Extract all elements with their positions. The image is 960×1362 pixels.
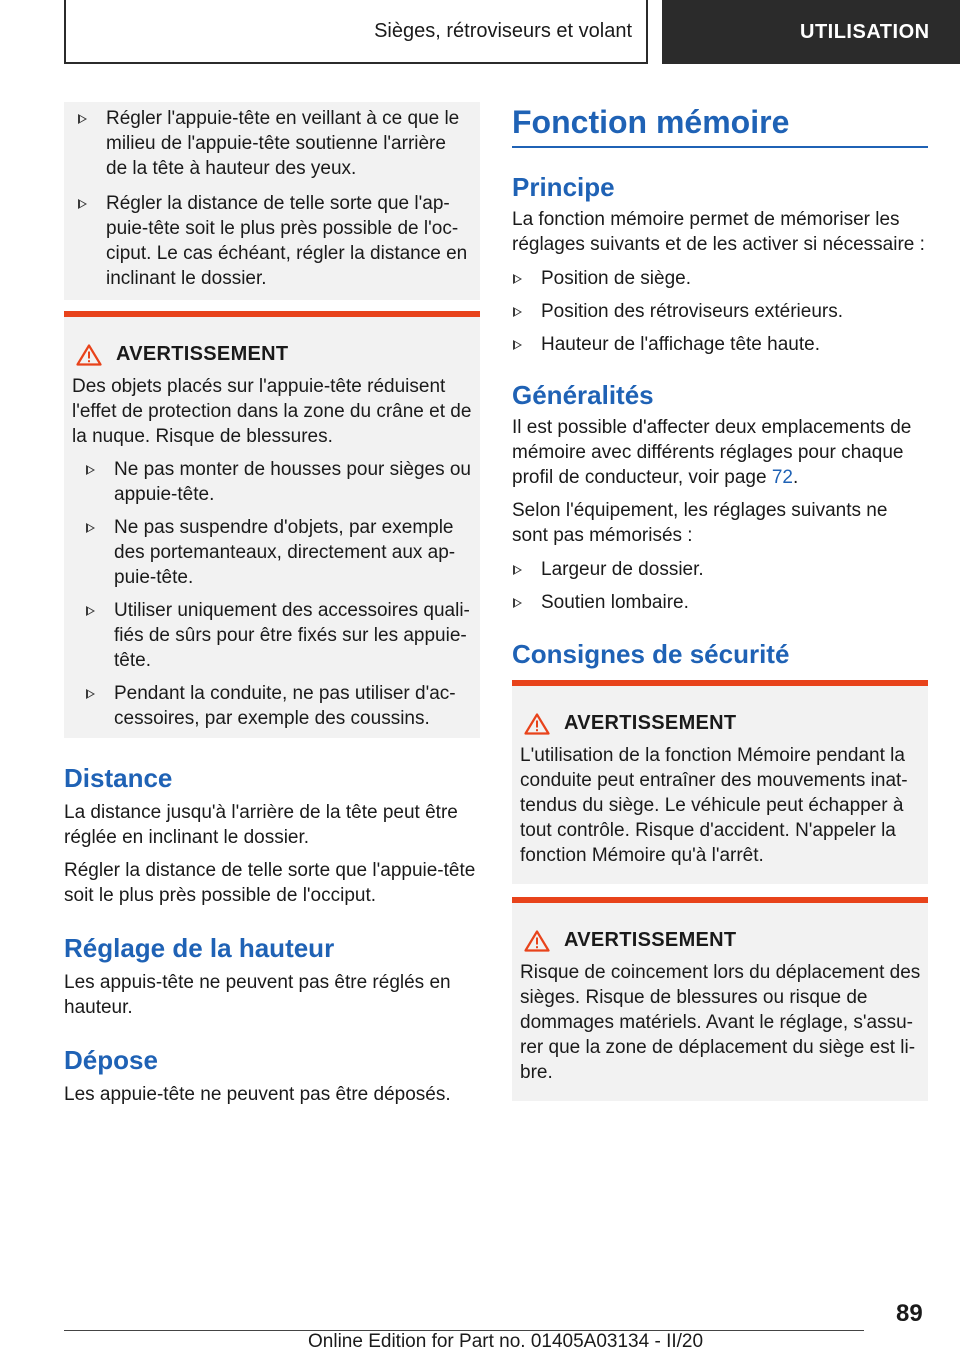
triangle-bullet-icon — [86, 689, 95, 699]
depose-section — [64, 1044, 480, 1107]
warning-title: AVERTISSEMENT — [520, 712, 922, 735]
warning-box — [64, 311, 480, 738]
page-link[interactable]: 72 — [771, 467, 793, 488]
section-heading: Consignes de sécurité — [512, 639, 790, 669]
triangle-bullet-icon — [513, 274, 522, 284]
triangle-bullet-icon — [86, 606, 95, 616]
warning-triangle-icon — [524, 713, 550, 735]
paragraph: La fonction mémoire permet de mémoriser les réglages suivants et de les activer si nécessaire : — [512, 209, 925, 255]
warning-title: AVERTISSEMENT — [520, 929, 922, 952]
warning-triangle-icon — [524, 930, 550, 952]
paragraph: Les appuie-tête ne peuvent pas être déposés. — [64, 1084, 451, 1105]
header-chapter-tab — [662, 0, 960, 64]
title-rule — [512, 146, 928, 148]
list-item: Largeur de dossier. — [512, 557, 928, 582]
section-heading: Principe — [512, 172, 615, 202]
triangle-bullet-icon — [78, 114, 87, 124]
principe-section — [512, 171, 928, 365]
list-item: Position des rétroviseurs extérieurs. — [512, 299, 928, 324]
generalites-list — [512, 557, 928, 615]
footer-edition: Online Edition for Part no. 01405A03134 - II/20 — [308, 1331, 704, 1352]
list-item: Position de siège. — [512, 266, 928, 291]
triangle-bullet-icon — [513, 565, 522, 575]
page-title: Fonction mémoire — [512, 104, 790, 140]
consignes-section — [512, 638, 928, 670]
warning-box — [512, 897, 928, 1101]
warning-text: Risque de coincement lors du déplacement des sièges. Risque de blessures ou risque de dommages matériels. Avant le réglage, s'assu-rer que la zone de déplacement du siège est li-bre. — [520, 962, 921, 1083]
section-heading: Généralités — [512, 380, 654, 410]
title-block — [512, 102, 928, 148]
principe-list — [512, 266, 928, 357]
hauteur-section — [64, 932, 480, 1020]
section-title: Sièges, rétroviseurs et volant — [374, 19, 632, 42]
list-item: Pendant la conduite, ne pas utiliser d'ac-cessoires, par exemple des coussins. — [72, 681, 474, 731]
page-number: 89 — [896, 1300, 923, 1327]
distance-section — [64, 762, 480, 908]
paragraph: Selon l'équipement, les réglages suivants ne sont pas mémorisés : — [512, 500, 888, 546]
triangle-bullet-icon — [86, 465, 95, 475]
list-item: Régler la distance de telle sorte que l'ap-puie-tête soit le plus près possible de l'oc-ciput. Le cas échéant, régler la distance en inclinant le dossier. — [64, 191, 470, 291]
paragraph: Il est possible d'affecter deux emplacements de mémoire avec différents réglages pour chaque profil de conducteur, voir page 72. — [512, 417, 912, 488]
chapter-title: UTILISATION — [800, 20, 930, 43]
warning-list — [72, 457, 474, 731]
generalites-section — [512, 379, 928, 623]
section-heading: Dépose — [64, 1045, 158, 1075]
warning-triangle-icon — [76, 344, 102, 366]
list-item: Ne pas monter de housses pour sièges ou appuie-tête. — [72, 457, 474, 507]
triangle-bullet-icon — [513, 340, 522, 350]
list-item: Utiliser uniquement des accessoires quali-fiés de sûrs pour être fixés sur les appuie-tête. — [72, 598, 474, 673]
header-section-title — [64, 0, 648, 64]
principe-list-wrap — [512, 266, 928, 357]
generalites-list-wrap — [512, 557, 928, 615]
triangle-bullet-icon — [513, 307, 522, 317]
list-item: Hauteur de l'affichage tête haute. — [512, 332, 928, 357]
instruction-list — [64, 106, 470, 291]
paragraph: Régler la distance de telle sorte que l'appuie-tête soit le plus près possible de l'occiput. — [64, 860, 476, 906]
triangle-bullet-icon — [86, 523, 95, 533]
section-heading: Réglage de la hauteur — [64, 933, 335, 963]
triangle-bullet-icon — [513, 598, 522, 608]
section-heading: Distance — [64, 763, 173, 793]
list-item: Ne pas suspendre d'objets, par exemple des portemanteaux, directement aux ap-puie-tête. — [72, 515, 474, 590]
triangle-bullet-icon — [78, 199, 87, 209]
warning-text: Des objets placés sur l'appuie-tête réduisent l'effet de protection dans la zone du crâne et de la nuque. Risque de blessures. — [72, 376, 472, 447]
warning-box — [512, 680, 928, 884]
paragraph: La distance jusqu'à l'arrière de la tête peut être réglée en inclinant le dossier. — [64, 802, 458, 848]
paragraph: Les appuis-tête ne peuvent pas être réglés en hauteur. — [64, 972, 451, 1018]
list-item: Régler l'appuie-tête en veillant à ce que le milieu de l'appuie-tête soutienne l'arrière de la tête à hauteur des yeux. — [64, 106, 470, 181]
instruction-panel — [64, 102, 480, 300]
warning-text: L'utilisation de la fonction Mémoire pendant la conduite peut entraîner des mouvements inat-tendus du siège. Le véhicule peut échapper à tout contrôle. Risque d'accident. N'appeler la fonction Mémoire qu'à l'arrêt. — [520, 745, 908, 866]
warning-title: AVERTISSEMENT — [72, 343, 474, 366]
list-item: Soutien lombaire. — [512, 590, 928, 615]
